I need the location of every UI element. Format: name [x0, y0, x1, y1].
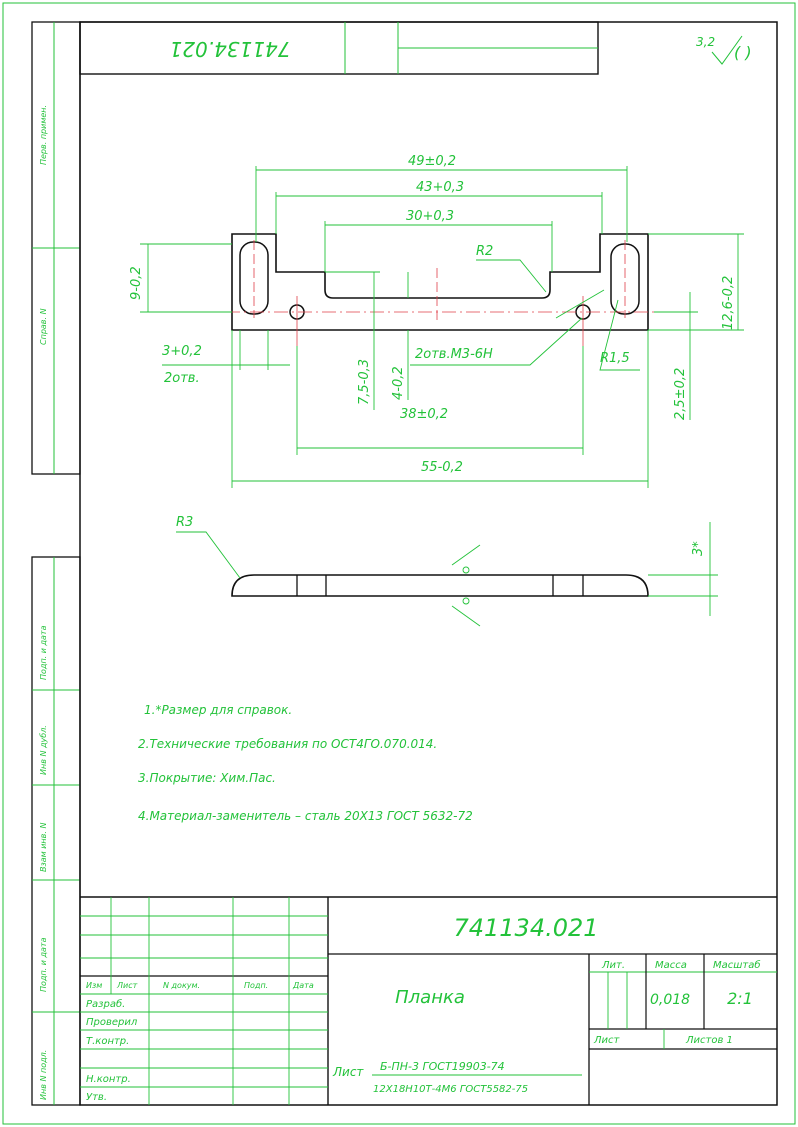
dim-30: 30+0,3	[405, 209, 455, 224]
row-razrab: Разраб.	[86, 999, 126, 1010]
part-top-view	[226, 234, 654, 346]
dim-3-star: 3*	[691, 541, 706, 556]
row-nkontr: Н.контр.	[86, 1074, 131, 1085]
col-podp: Подп.	[244, 981, 269, 990]
strip-label-podp-data-1: Подп. и дата	[39, 625, 48, 680]
strip-label-inv-dubl: Инв N дубл.	[39, 725, 48, 775]
material-prefix: Лист	[333, 1065, 364, 1079]
dim-55: 55-0,2	[421, 460, 463, 475]
left-binding-strip	[32, 22, 80, 1105]
col-izm: Изм	[86, 981, 103, 990]
row-prover: Проверил	[86, 1017, 138, 1028]
dim-3-count: 2отв.	[164, 371, 200, 386]
note-4: 4.Материал-заменитель – сталь 20Х13 ГОСТ 5632-72	[138, 809, 473, 823]
dim-12-6: 12,6-0,2	[721, 275, 736, 330]
dim-4: 4-0,2	[391, 366, 406, 400]
title-doc-number: 741134.021	[453, 914, 599, 942]
dim-7-5: 7,5-0,3	[357, 358, 372, 405]
col-ndok: N докум.	[163, 981, 201, 990]
dim-r1-5: R1,5	[600, 351, 630, 366]
note-1: 1.*Размер для справок.	[144, 703, 293, 717]
strip-label-vzam-inv: Взам инв. N	[39, 822, 48, 872]
dim-49: 49±0,2	[407, 154, 457, 169]
col-lit: Лит.	[602, 960, 626, 971]
strip-label-sprav-no: Справ. N	[39, 308, 48, 345]
top-stamp	[80, 22, 598, 74]
dim-3: 3+0,2	[162, 344, 202, 359]
mass-value: 0,018	[650, 992, 691, 1008]
col-data: Дата	[293, 981, 314, 990]
part-side-view	[176, 515, 718, 626]
dim-r3: R3	[176, 515, 194, 530]
dim-38: 38±0,2	[399, 407, 449, 422]
roughness-paren: ( )	[734, 43, 752, 62]
col-list: Лист	[117, 981, 138, 990]
col-massa: Масса	[655, 960, 687, 971]
sheet-label: Лист	[594, 1035, 620, 1046]
dim-9: 9-0,2	[129, 266, 144, 300]
row-utv: Утв.	[86, 1092, 107, 1103]
dim-43: 43+0,3	[415, 180, 465, 195]
note-3: 3.Покрытие: Хим.Пас.	[138, 771, 276, 785]
roughness-value: 3,2	[696, 35, 716, 49]
material-line1: Б-ПН-3 ГОСТ19903-74	[380, 1060, 505, 1073]
strip-label-perv-primen: Перв. примен.	[39, 104, 48, 165]
col-masshtab: Масштаб	[713, 960, 761, 971]
top-stamp-number: 741134.021	[169, 37, 291, 61]
dim-r2: R2	[476, 244, 494, 259]
title-part-name: Планка	[395, 987, 465, 1008]
strip-label-inv-podl: Инв N подл.	[39, 1049, 48, 1100]
material-line2: 12Х18Н10Т-4М6 ГОСТ5582-75	[373, 1084, 529, 1095]
roughness-mark	[696, 35, 752, 64]
scale-value: 2:1	[727, 989, 753, 1008]
row-tkontr: Т.контр.	[86, 1036, 130, 1047]
strip-label-podp-data-2: Подп. и дата	[39, 937, 48, 992]
note-2: 2.Технические требования по ОСТ4ГО.070.014.	[138, 737, 438, 751]
dim-2-5: 2,5±0,2	[673, 367, 688, 420]
technical-notes	[138, 703, 473, 823]
sheet-border	[3, 3, 795, 1124]
title-block	[80, 897, 777, 1105]
dim-thread: 2отв.М3-6Н	[415, 347, 493, 362]
sheets-count: Листов 1	[686, 1035, 733, 1046]
dimension-texts	[129, 154, 736, 475]
